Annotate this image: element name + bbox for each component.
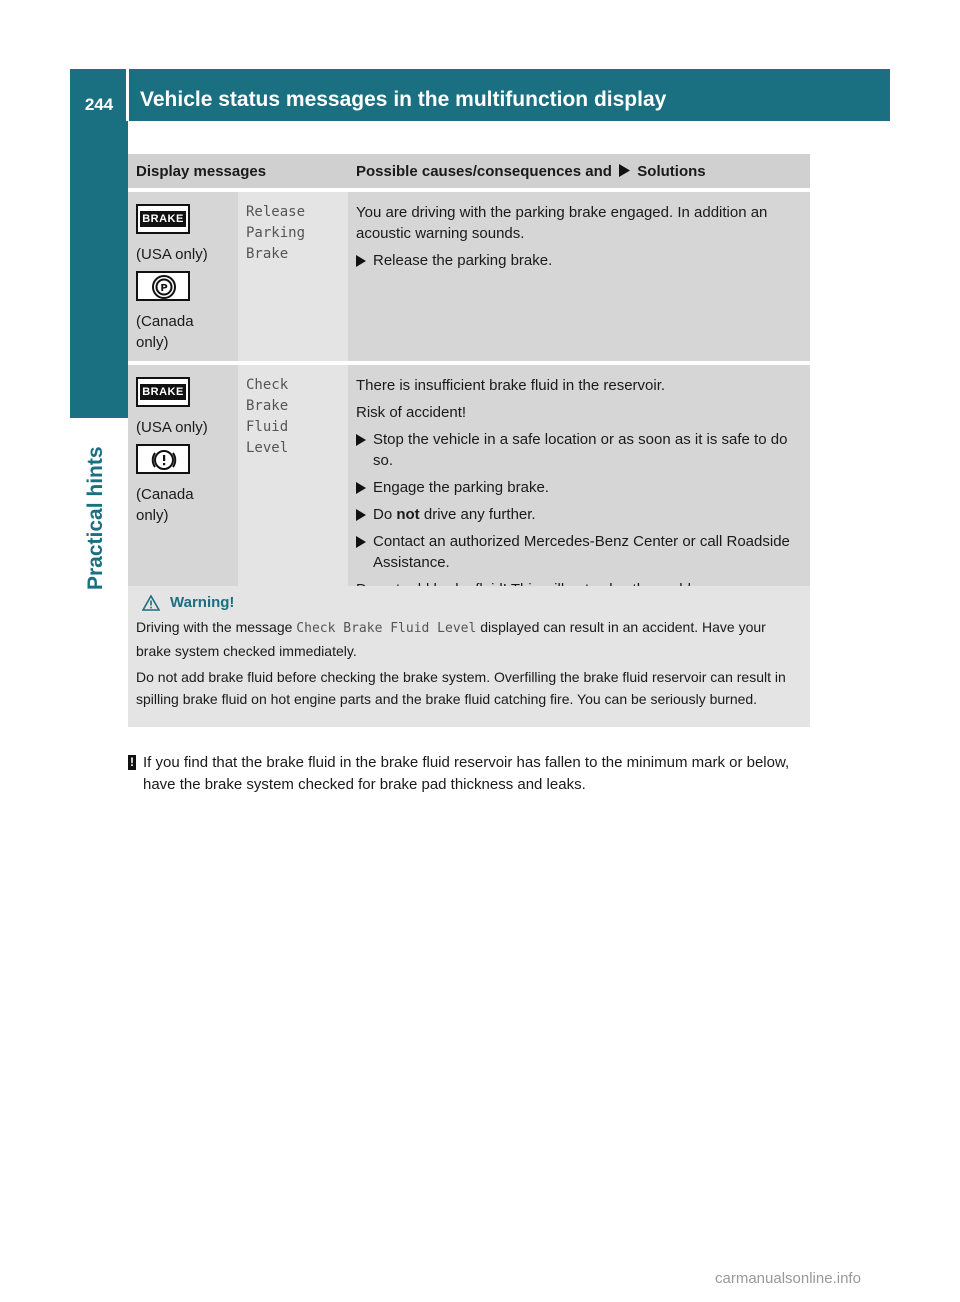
table-header-row [128,154,810,190]
message-line: Release [246,204,306,220]
display-message-code: Check Brake Fluid Level [296,621,477,636]
table-row [128,190,810,363]
display-message-cell [238,190,348,363]
column-header-display: Display messages [128,154,348,190]
display-message-cell [238,363,348,614]
message-line: Level [246,440,289,456]
warning-triangle-icon [142,595,160,611]
solution-step: Engage the parking brake. [356,477,802,498]
solution-step: Contact an authorized Mercedes-Benz Center or call Roadside Assistance. [356,531,802,573]
arrow-right-icon [356,509,366,521]
message-line: Fluid [246,419,289,435]
usa-only-note: (USA only) [136,419,208,436]
brake-warning-icon: BRAKE [136,377,190,407]
warning-text: Do not add brake fluid before checking the brake system. Overfilling the brake fluid reservoir can result in spilling brake fluid on hot engine parts and the brake fluid catching fire. You can be seriously burned. [136,669,786,707]
arrow-right-icon [356,482,366,494]
emphasis-text: not [396,506,420,523]
column-header-solutions-suffix: Solutions [637,162,706,180]
arrow-right-icon [356,536,366,548]
usa-only-note: (USA only) [136,246,208,263]
solution-step: Release the parking brake. [356,250,802,271]
solutions-cell [348,363,810,614]
svg-text:P: P [160,283,168,294]
table-row [128,363,810,614]
risk-text: Risk of accident! [356,404,467,421]
solution-step: Stop the vehicle in a safe location or as soon as it is safe to do so. [356,429,802,471]
solutions-cell [348,190,810,363]
column-header-solutions-prefix: Possible causes/consequences and [356,162,612,180]
message-line: Parking [246,225,306,241]
message-line: Brake [246,246,289,262]
display-symbol-cell [128,363,238,614]
cause-text: You are driving with the parking brake engaged. In addition an acoustic warning sounds. [356,204,768,242]
warning-text: Driving with the message Check Brake Fluid Level displayed can result in an accident. Have your brake system checked immediately. [136,619,766,659]
display-symbol-cell [128,190,238,363]
status-message-table [128,154,810,614]
brake-fluid-warning-icon [136,444,190,474]
canada-only-note: (Canada only) [136,486,194,524]
brake-warning-icon: BRAKE [136,204,190,234]
page-title: Vehicle status messages in the multifunction display [140,88,667,111]
cause-text: There is insufficient brake fluid in the reservoir. [356,377,666,394]
notice-paragraph: ! If you find that the brake fluid in the brake fluid reservoir has fallen to the minimum mark or below, have the brake system checked for brake pad thickness and leaks. [130,754,790,793]
exclamation-icon: ! [130,755,134,769]
arrow-right-icon [356,434,366,446]
arrow-right-icon [619,164,630,177]
header-divider [126,69,129,121]
message-line: Brake [246,398,289,414]
warning-box [128,586,810,727]
page-number: 244 [84,95,114,114]
side-tab [70,121,128,418]
solution-step: Do not drive any further. [356,504,802,525]
message-line: Check [246,377,289,393]
column-header-solutions [348,154,810,190]
warning-heading: Warning! [142,592,802,614]
parking-brake-icon [136,271,190,301]
arrow-right-icon [356,255,366,267]
watermark: carmanualsonline.info [715,1270,861,1287]
section-label: Practical hints [84,446,107,590]
canada-only-note: (Canada only) [136,313,194,351]
